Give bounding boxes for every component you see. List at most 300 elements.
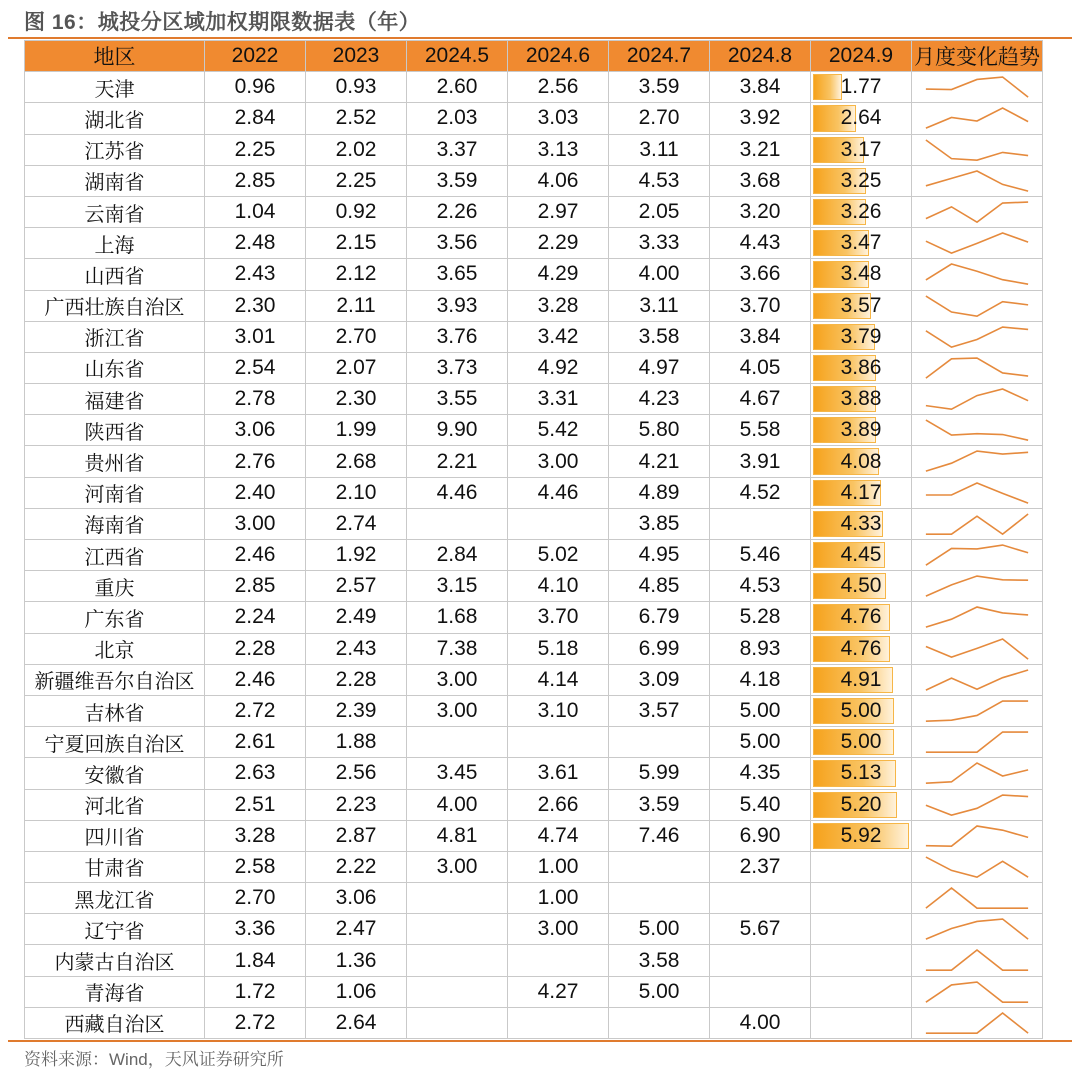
- value-cell-m8: 3.21: [710, 134, 811, 165]
- value-cell-m5: 3.37: [407, 134, 508, 165]
- sep-value-cell: [811, 477, 912, 508]
- value-cell-m7: 6.79: [609, 602, 710, 633]
- value-cell-m7: 3.59: [609, 789, 710, 820]
- sparkline-cell: [912, 196, 1043, 227]
- value-cell-m6: 4.29: [508, 259, 609, 290]
- value-cell-m6: 4.74: [508, 820, 609, 851]
- sep-value-cell: [811, 165, 912, 196]
- value-cell-m7: 3.59: [609, 72, 710, 103]
- table-body: [25, 72, 1043, 1039]
- value-cell-m5: [407, 883, 508, 914]
- sparkline-cell: [912, 446, 1043, 477]
- value-cell-m5: 3.00: [407, 851, 508, 882]
- sparkline-path: [926, 451, 1028, 471]
- value-cell-m5: 3.59: [407, 165, 508, 196]
- value-cell-m6: [508, 945, 609, 976]
- sep-value: 4.76: [840, 605, 882, 629]
- sparkline: [912, 696, 1042, 726]
- region-cell: 西藏自治区: [25, 1007, 205, 1038]
- region-cell: 福建省: [25, 384, 205, 415]
- sep-value-cell: [811, 384, 912, 415]
- sparkline-cell: [912, 633, 1043, 664]
- sparkline-path: [926, 763, 1028, 783]
- sep-value: 4.17: [840, 480, 882, 504]
- sep-value: 5.92: [840, 823, 882, 847]
- header-2024-7: 2024.7: [609, 41, 710, 72]
- value-cell-m7: 4.21: [609, 446, 710, 477]
- value-cell-y2022: 2.25: [205, 134, 306, 165]
- value-cell-m6: 2.56: [508, 72, 609, 103]
- sep-value: 1.77: [840, 75, 882, 99]
- sparkline-cell: [912, 602, 1043, 633]
- value-cell-y2022: 2.46: [205, 540, 306, 571]
- value-cell-m6: 3.00: [508, 914, 609, 945]
- value-cell-m5: [407, 1007, 508, 1038]
- sep-value: 3.57: [840, 293, 882, 317]
- header-trend: 月度变化趋势: [912, 41, 1043, 72]
- sparkline-path: [926, 77, 1028, 97]
- source-note: 资料来源：Wind，天风证券研究所: [24, 1050, 284, 1069]
- sep-value-cell: [811, 571, 912, 602]
- region-cell: 海南省: [25, 508, 205, 539]
- value-cell-y2023: 2.39: [306, 695, 407, 726]
- sparkline: [912, 883, 1042, 913]
- sep-value-cell: [811, 415, 912, 446]
- figure-title: 图 16：城投分区域加权期限数据表（年）: [24, 11, 421, 34]
- region-cell: 广东省: [25, 602, 205, 633]
- sparkline: [912, 415, 1042, 445]
- value-cell-m8: 5.00: [710, 727, 811, 758]
- sparkline-path: [926, 950, 1028, 970]
- table-row: [25, 945, 1043, 976]
- value-cell-m8: 4.00: [710, 1007, 811, 1038]
- table-row: [25, 695, 1043, 726]
- sparkline-cell: [912, 664, 1043, 695]
- value-cell-y2023: 1.88: [306, 727, 407, 758]
- sparkline-path: [926, 639, 1028, 659]
- value-cell-y2022: 2.78: [205, 384, 306, 415]
- value-cell-y2022: 2.70: [205, 883, 306, 914]
- value-cell-m6: 3.42: [508, 321, 609, 352]
- sparkline-path: [926, 982, 1028, 1002]
- value-cell-m7: 2.05: [609, 196, 710, 227]
- table-row: [25, 883, 1043, 914]
- sep-value-cell: [811, 633, 912, 664]
- sparkline: [912, 821, 1042, 851]
- value-cell-y2023: 2.56: [306, 758, 407, 789]
- sparkline: [912, 852, 1042, 882]
- value-cell-y2023: 2.11: [306, 290, 407, 321]
- value-cell-m8: 8.93: [710, 633, 811, 664]
- value-cell-y2022: 2.72: [205, 1007, 306, 1038]
- value-cell-m7: 4.85: [609, 571, 710, 602]
- value-cell-m5: 4.46: [407, 477, 508, 508]
- sep-value-cell: [811, 976, 912, 1007]
- sparkline: [912, 727, 1042, 757]
- value-cell-y2022: 1.84: [205, 945, 306, 976]
- value-cell-y2022: 3.01: [205, 321, 306, 352]
- sep-value: 3.26: [840, 200, 882, 224]
- value-cell-m8: [710, 945, 811, 976]
- title-divider: [8, 37, 1072, 39]
- table-row: [25, 259, 1043, 290]
- sparkline-cell: [912, 508, 1043, 539]
- sep-value: 5.00: [840, 730, 882, 754]
- value-cell-m7: 3.57: [609, 695, 710, 726]
- value-cell-y2022: 2.63: [205, 758, 306, 789]
- region-cell: 黑龙江省: [25, 883, 205, 914]
- sparkline-cell: [912, 352, 1043, 383]
- value-cell-m6: 3.10: [508, 695, 609, 726]
- sparkline: [912, 353, 1042, 383]
- sep-value-cell: [811, 508, 912, 539]
- sparkline: [912, 1008, 1042, 1038]
- value-cell-m6: 2.66: [508, 789, 609, 820]
- value-cell-m7: 5.99: [609, 758, 710, 789]
- sparkline: [912, 634, 1042, 664]
- value-cell-y2022: 2.58: [205, 851, 306, 882]
- table-row: [25, 72, 1043, 103]
- value-cell-m5: 2.84: [407, 540, 508, 571]
- value-cell-m6: 3.70: [508, 602, 609, 633]
- value-cell-m7: 5.00: [609, 976, 710, 1007]
- sep-value-cell: [811, 290, 912, 321]
- value-cell-m5: 3.73: [407, 352, 508, 383]
- value-cell-y2022: 3.36: [205, 914, 306, 945]
- value-cell-m6: 4.92: [508, 352, 609, 383]
- sparkline: [912, 602, 1042, 632]
- sparkline: [912, 291, 1042, 321]
- bottom-divider: [8, 1040, 1072, 1042]
- value-cell-m6: 4.10: [508, 571, 609, 602]
- sparkline-path: [926, 576, 1028, 596]
- value-cell-y2023: 2.52: [306, 103, 407, 134]
- sparkline-cell: [912, 758, 1043, 789]
- value-cell-m5: 9.90: [407, 415, 508, 446]
- table-row: [25, 789, 1043, 820]
- value-cell-y2022: 2.85: [205, 165, 306, 196]
- value-cell-y2022: 2.40: [205, 477, 306, 508]
- value-cell-y2022: 2.85: [205, 571, 306, 602]
- value-cell-y2022: 3.06: [205, 415, 306, 446]
- value-cell-y2023: 2.43: [306, 633, 407, 664]
- region-cell: 山西省: [25, 259, 205, 290]
- value-cell-m7: 3.58: [609, 945, 710, 976]
- value-cell-m5: 3.56: [407, 228, 508, 259]
- sparkline-path: [926, 420, 1028, 440]
- sparkline-cell: [912, 883, 1043, 914]
- value-cell-y2023: 2.23: [306, 789, 407, 820]
- table-row: [25, 540, 1043, 571]
- value-cell-y2023: 2.28: [306, 664, 407, 695]
- sep-value: 4.33: [840, 511, 882, 535]
- value-cell-y2023: 2.12: [306, 259, 407, 290]
- value-cell-m8: 4.53: [710, 571, 811, 602]
- value-cell-m7: 4.00: [609, 259, 710, 290]
- table-row: [25, 228, 1043, 259]
- value-cell-m7: 5.80: [609, 415, 710, 446]
- sparkline-cell: [912, 540, 1043, 571]
- value-cell-m7: 5.00: [609, 914, 710, 945]
- region-cell: 江苏省: [25, 134, 205, 165]
- sparkline-path: [926, 919, 1028, 939]
- value-cell-y2023: 2.70: [306, 321, 407, 352]
- sparkline-cell: [912, 477, 1043, 508]
- value-cell-y2023: 1.92: [306, 540, 407, 571]
- header-2023: 2023: [306, 41, 407, 72]
- value-cell-m5: 1.68: [407, 602, 508, 633]
- value-cell-m8: 3.84: [710, 72, 811, 103]
- sparkline-path: [926, 545, 1028, 565]
- value-cell-m7: 4.89: [609, 477, 710, 508]
- table-row: [25, 196, 1043, 227]
- sep-value-cell: [811, 540, 912, 571]
- value-cell-m5: 2.26: [407, 196, 508, 227]
- table-row: [25, 976, 1043, 1007]
- value-cell-m6: 3.13: [508, 134, 609, 165]
- value-cell-m7: [609, 727, 710, 758]
- value-cell-m8: 4.18: [710, 664, 811, 695]
- value-cell-y2022: 2.54: [205, 352, 306, 383]
- sep-value-cell: [811, 695, 912, 726]
- value-cell-m6: [508, 727, 609, 758]
- sparkline-path: [926, 670, 1028, 690]
- value-cell-m8: 4.05: [710, 352, 811, 383]
- value-cell-m5: [407, 976, 508, 1007]
- sep-value-cell: [811, 945, 912, 976]
- sparkline-path: [926, 888, 1028, 908]
- sparkline-path: [926, 296, 1028, 316]
- value-cell-m7: 3.11: [609, 134, 710, 165]
- value-cell-m6: 3.61: [508, 758, 609, 789]
- sep-value: 4.50: [840, 574, 882, 598]
- sparkline-path: [926, 514, 1028, 534]
- sep-value: 3.89: [840, 418, 882, 442]
- sparkline-cell: [912, 789, 1043, 820]
- sep-value-cell: [811, 228, 912, 259]
- sparkline-path: [926, 202, 1028, 222]
- value-cell-m5: 3.65: [407, 259, 508, 290]
- sparkline: [912, 322, 1042, 352]
- value-cell-y2023: 2.57: [306, 571, 407, 602]
- sparkline-path: [926, 389, 1028, 409]
- value-cell-m5: [407, 508, 508, 539]
- value-cell-m8: 3.20: [710, 196, 811, 227]
- sparkline-path: [926, 483, 1028, 503]
- sep-value-cell: [811, 914, 912, 945]
- table-row: [25, 477, 1043, 508]
- table-row: [25, 758, 1043, 789]
- value-cell-m5: 4.00: [407, 789, 508, 820]
- value-cell-y2023: 1.99: [306, 415, 407, 446]
- value-cell-m8: 6.90: [710, 820, 811, 851]
- sep-value: 4.45: [840, 543, 882, 567]
- region-cell: 安徽省: [25, 758, 205, 789]
- sparkline: [912, 914, 1042, 944]
- region-cell: 陕西省: [25, 415, 205, 446]
- sparkline: [912, 509, 1042, 539]
- sparkline: [912, 540, 1042, 570]
- value-cell-m8: 4.52: [710, 477, 811, 508]
- sparkline-cell: [912, 165, 1043, 196]
- sparkline-path: [926, 108, 1028, 128]
- value-cell-m7: [609, 883, 710, 914]
- region-cell: 河北省: [25, 789, 205, 820]
- region-cell: 江西省: [25, 540, 205, 571]
- value-cell-m5: 3.00: [407, 664, 508, 695]
- sep-value: 4.76: [840, 636, 882, 660]
- sep-value-cell: [811, 789, 912, 820]
- value-cell-m7: 4.95: [609, 540, 710, 571]
- value-cell-y2023: 2.68: [306, 446, 407, 477]
- value-cell-m5: 3.93: [407, 290, 508, 321]
- value-cell-m8: 5.00: [710, 695, 811, 726]
- region-cell: 宁夏回族自治区: [25, 727, 205, 758]
- header-2022: 2022: [205, 41, 306, 72]
- value-cell-m5: 3.00: [407, 695, 508, 726]
- sep-value-cell: [811, 196, 912, 227]
- sep-value: 3.79: [840, 324, 882, 348]
- value-cell-m8: 5.28: [710, 602, 811, 633]
- value-cell-m8: 5.67: [710, 914, 811, 945]
- region-cell: 云南省: [25, 196, 205, 227]
- table-row: [25, 851, 1043, 882]
- value-cell-m8: 4.43: [710, 228, 811, 259]
- table-row: [25, 727, 1043, 758]
- sparkline: [912, 228, 1042, 258]
- sparkline: [912, 384, 1042, 414]
- table-row: [25, 352, 1043, 383]
- region-cell: 北京: [25, 633, 205, 664]
- header-2024-5: 2024.5: [407, 41, 508, 72]
- value-cell-y2022: 3.28: [205, 820, 306, 851]
- sparkline: [912, 478, 1042, 508]
- value-cell-y2022: 1.04: [205, 196, 306, 227]
- value-cell-m6: 3.31: [508, 384, 609, 415]
- region-cell: 上海: [25, 228, 205, 259]
- value-cell-y2023: 2.47: [306, 914, 407, 945]
- value-cell-m8: 2.37: [710, 851, 811, 882]
- region-cell: 河南省: [25, 477, 205, 508]
- value-cell-m7: 3.33: [609, 228, 710, 259]
- region-cell: 甘肃省: [25, 851, 205, 882]
- table-row: [25, 508, 1043, 539]
- value-cell-y2022: 2.51: [205, 789, 306, 820]
- value-cell-y2022: 2.84: [205, 103, 306, 134]
- header-2024-8: 2024.8: [710, 41, 811, 72]
- value-cell-m6: 4.14: [508, 664, 609, 695]
- value-cell-m6: 3.03: [508, 103, 609, 134]
- value-cell-y2023: 2.15: [306, 228, 407, 259]
- sparkline-path: [926, 732, 1028, 752]
- sparkline: [912, 135, 1042, 165]
- value-cell-m6: 5.02: [508, 540, 609, 571]
- table-row: [25, 1007, 1043, 1038]
- table-row: [25, 664, 1043, 695]
- sep-value-cell: [811, 446, 912, 477]
- sparkline-cell: [912, 976, 1043, 1007]
- value-cell-m7: [609, 851, 710, 882]
- sparkline-cell: [912, 103, 1043, 134]
- value-cell-m7: 6.99: [609, 633, 710, 664]
- value-cell-m5: 3.76: [407, 321, 508, 352]
- value-cell-y2022: 2.30: [205, 290, 306, 321]
- sparkline: [912, 665, 1042, 695]
- sparkline-path: [926, 857, 1028, 877]
- sparkline: [912, 103, 1042, 133]
- value-cell-m7: 3.58: [609, 321, 710, 352]
- sparkline: [912, 571, 1042, 601]
- table-row: [25, 415, 1043, 446]
- sparkline: [912, 977, 1042, 1007]
- sparkline-cell: [912, 914, 1043, 945]
- value-cell-m6: 4.27: [508, 976, 609, 1007]
- value-cell-m8: 3.66: [710, 259, 811, 290]
- value-cell-y2022: 2.46: [205, 664, 306, 695]
- region-cell: 浙江省: [25, 321, 205, 352]
- value-cell-y2022: 0.96: [205, 72, 306, 103]
- table-row: [25, 103, 1043, 134]
- sep-value-cell: [811, 820, 912, 851]
- value-cell-y2023: 2.74: [306, 508, 407, 539]
- sparkline-path: [926, 264, 1028, 284]
- sep-value-cell: [811, 758, 912, 789]
- value-cell-m8: 3.70: [710, 290, 811, 321]
- duration-table: [24, 40, 1043, 1039]
- value-cell-y2022: 2.28: [205, 633, 306, 664]
- value-cell-m5: 2.21: [407, 446, 508, 477]
- sparkline-path: [926, 1013, 1028, 1033]
- value-cell-y2022: 2.76: [205, 446, 306, 477]
- value-cell-m7: 7.46: [609, 820, 710, 851]
- value-cell-y2023: 2.64: [306, 1007, 407, 1038]
- sep-value-cell: [811, 727, 912, 758]
- sparkline: [912, 72, 1042, 102]
- sparkline-cell: [912, 1007, 1043, 1038]
- value-cell-m8: 3.84: [710, 321, 811, 352]
- value-cell-m7: 4.23: [609, 384, 710, 415]
- header-2024-9: 2024.9: [811, 41, 912, 72]
- sep-value: 3.88: [840, 387, 882, 411]
- sparkline-cell: [912, 228, 1043, 259]
- value-cell-m8: 4.67: [710, 384, 811, 415]
- value-cell-m8: 3.68: [710, 165, 811, 196]
- region-cell: 贵州省: [25, 446, 205, 477]
- sparkline-cell: [912, 384, 1043, 415]
- sparkline-cell: [912, 727, 1043, 758]
- sparkline: [912, 166, 1042, 196]
- value-cell-y2023: 2.87: [306, 820, 407, 851]
- sep-value-cell: [811, 664, 912, 695]
- value-cell-y2023: 0.93: [306, 72, 407, 103]
- region-cell: 内蒙古自治区: [25, 945, 205, 976]
- sparkline-cell: [912, 259, 1043, 290]
- value-cell-m8: 5.46: [710, 540, 811, 571]
- value-cell-m6: [508, 1007, 609, 1038]
- sep-value: 4.91: [840, 667, 882, 691]
- value-cell-m6: [508, 508, 609, 539]
- sep-value-cell: [811, 883, 912, 914]
- value-cell-m7: 4.53: [609, 165, 710, 196]
- value-cell-y2022: 2.72: [205, 695, 306, 726]
- sep-value: 2.64: [840, 106, 882, 130]
- sparkline-cell: [912, 415, 1043, 446]
- value-cell-y2023: 2.02: [306, 134, 407, 165]
- value-cell-m6: 4.46: [508, 477, 609, 508]
- sparkline-path: [926, 826, 1028, 846]
- sep-value-cell: [811, 321, 912, 352]
- value-cell-m8: 3.91: [710, 446, 811, 477]
